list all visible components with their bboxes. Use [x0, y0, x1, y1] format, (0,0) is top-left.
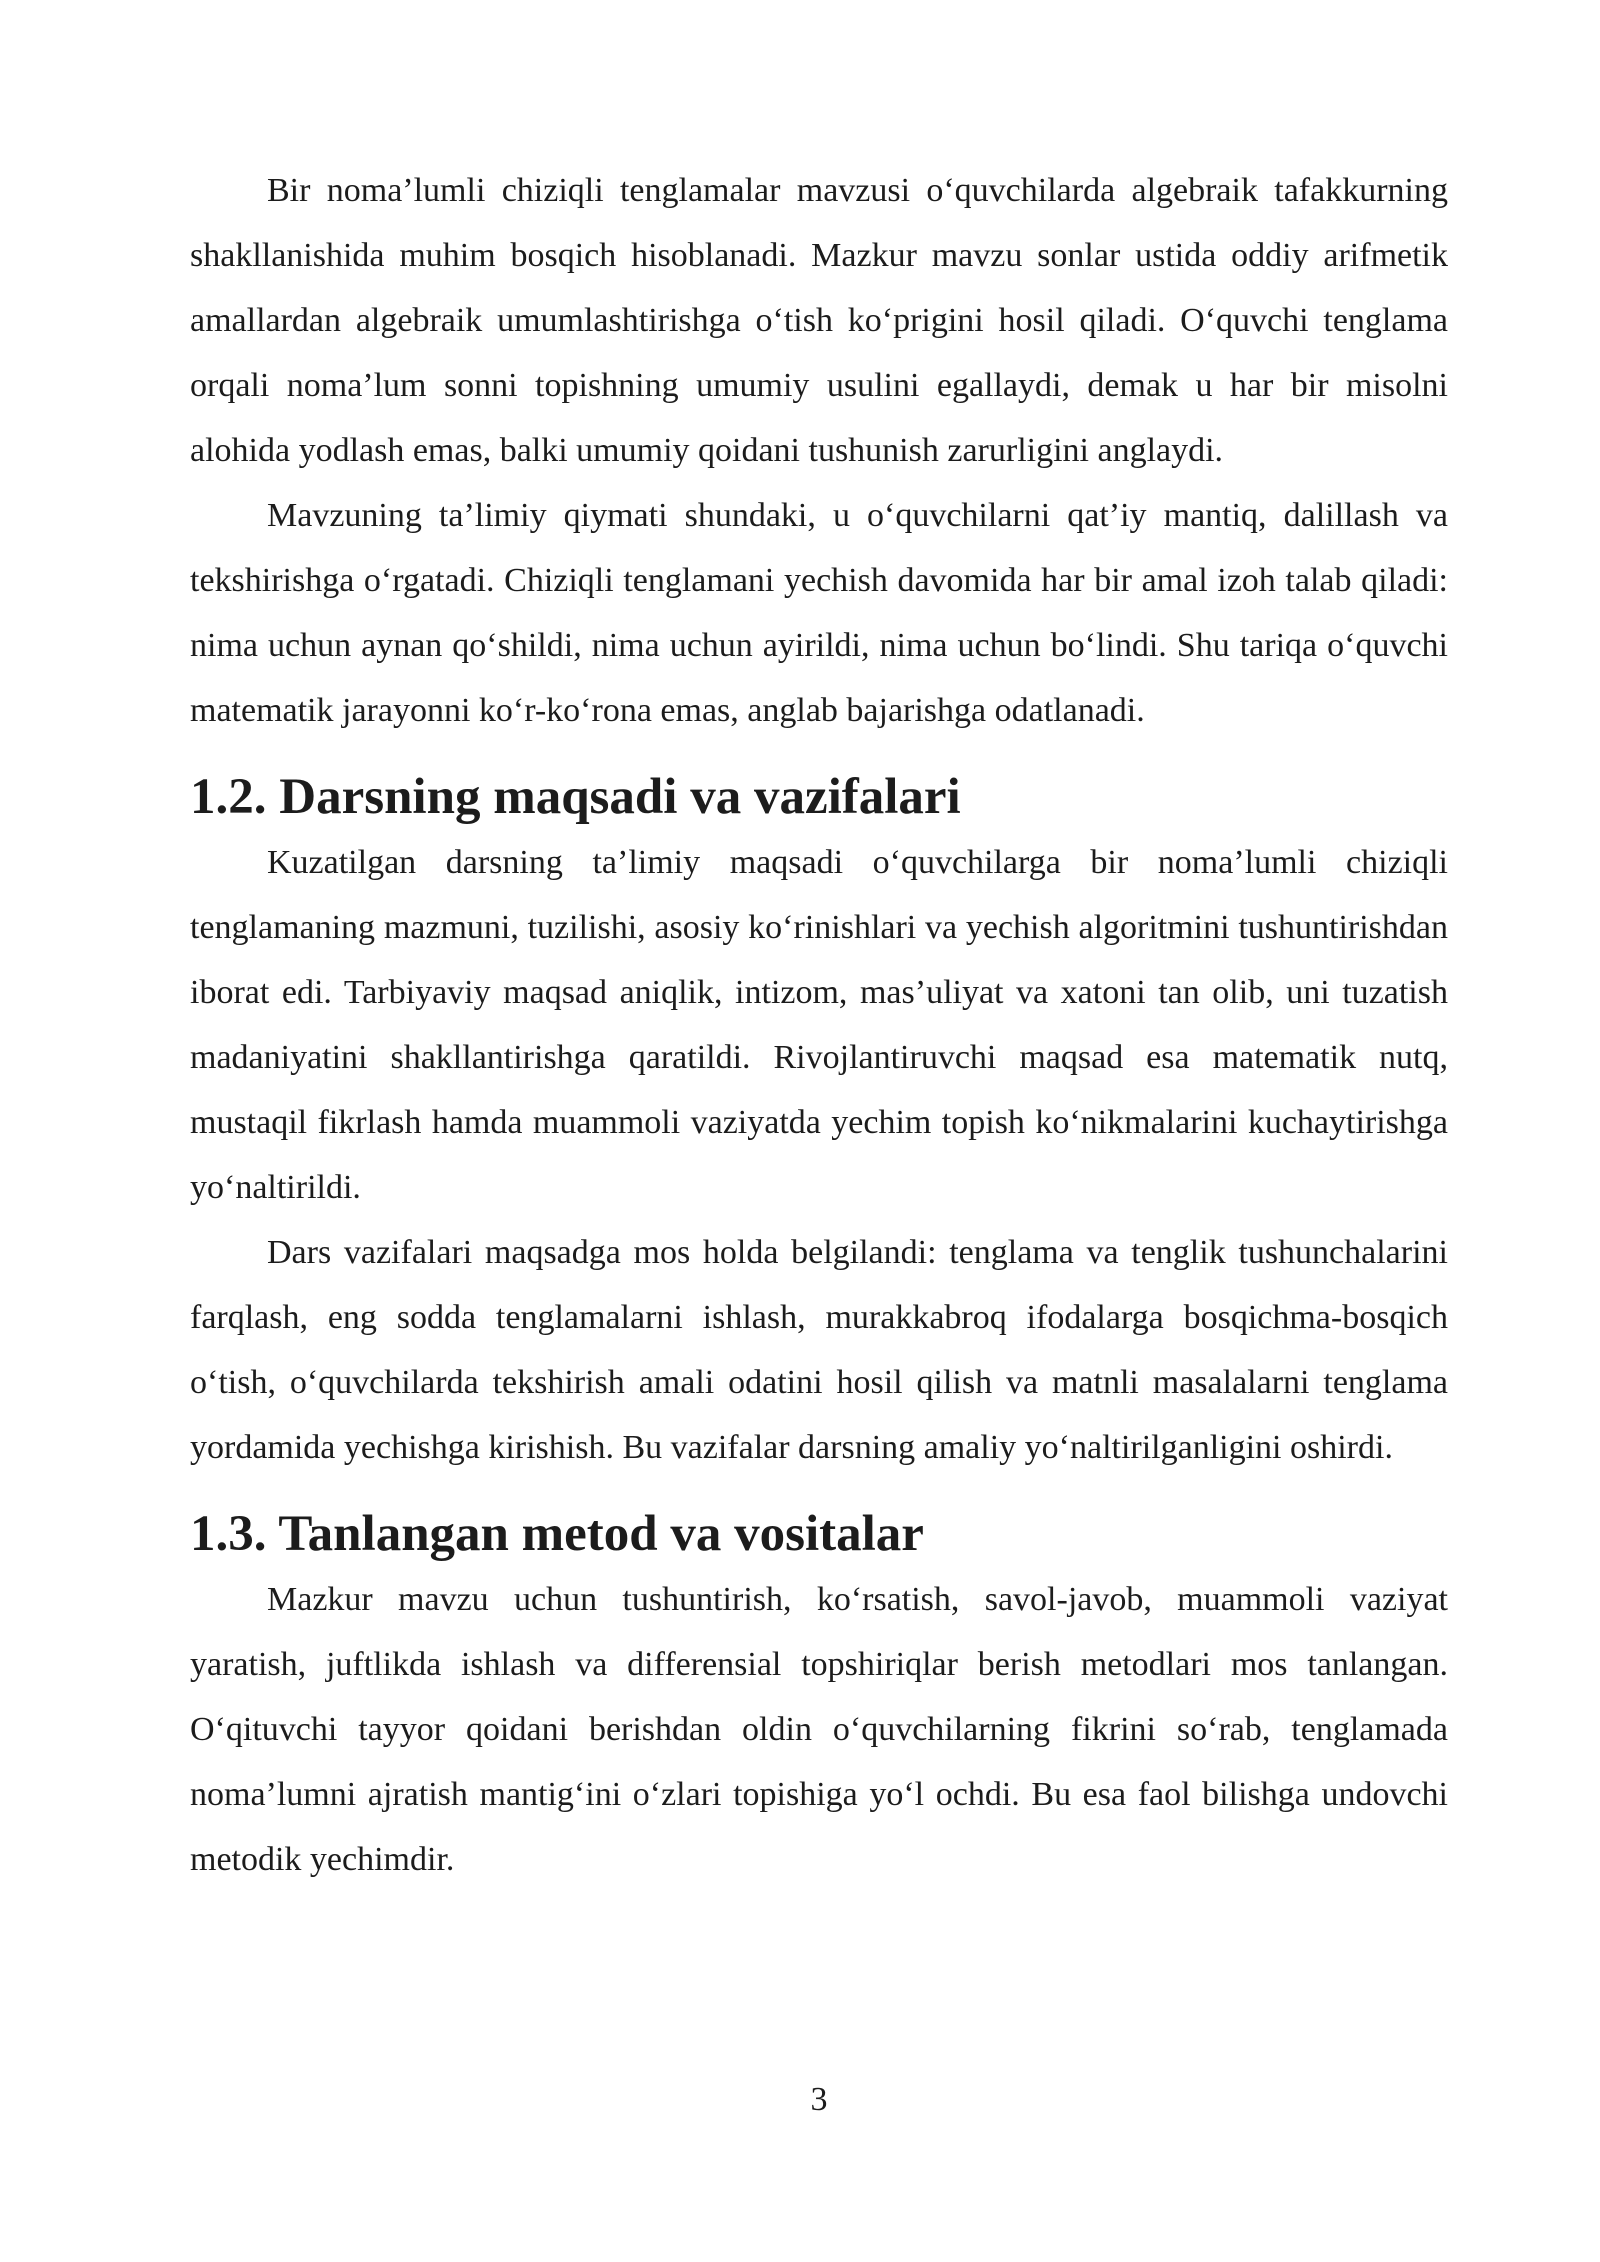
page-number: 3 [810, 2081, 828, 2118]
section-heading-1-2: 1.2. Darsning maqsadi va vazifalari [190, 769, 961, 825]
paragraph-intro-2: Mavzuning ta’limiy qiymati shundaki, u o‘quvchilarni qat’iy mantiq, dalillash va tekshirishga o‘rgatadi. Chiziqli tenglamani yechish davomida har bir amal izoh talab qiladi: nima uchun aynan qo‘shildi, nima uchun ayirildi, nima uchun bo‘lindi. Shu tariqa o‘quvchi matematik jarayonni ko‘r-ko‘rona emas, anglab bajarishga odatlanadi. [190, 497, 1448, 729]
paragraph-1-3-a: Mazkur mavzu uchun tushuntirish, ko‘rsatish, savol-javob, muammoli vaziyat yaratish, juftlikda ishlash va differensial topshiriqlar berish metodlari mos tanlangan. O‘qituvchi tayyor qoidani berishdan oldin o‘quvchilarning fikrini so‘rab, tenglamada noma’lumni ajratish mantig‘ini o‘zlari topishiga yo‘l ochdi. Bu esa faol bilishga undovchi metodik yechimdir. [190, 1581, 1448, 1878]
paragraph-1-2-b: Dars vazifalari maqsadga mos holda belgilandi: tenglama va tenglik tushunchalarini farqlash, eng sodda tenglamalarni ishlash, murakkabroq ifodalarga bosqichma-bosqich o‘tish, o‘quvchilarda tekshirish amali odatini hosil qilish va matnli masalalarni tenglama yordamida yechishga kirishish. Bu vazifalar darsning amaliy yo‘naltirilganligini oshirdi. [190, 1234, 1448, 1466]
document-page [190, 158, 1448, 1892]
paragraph-intro-1: Bir noma’lumli chiziqli tenglamalar mavzusi o‘quvchilarda algebraik tafakkurning shakllanishida muhim bosqich hisoblanadi. Mazkur mavzu sonlar ustida oddiy arifmetik amallardan algebraik umumlashtirishga o‘tish ko‘prigini hosil qiladi. O‘quvchi tenglama orqali noma’lum sonni topishning umumiy usulini egallaydi, demak u har bir misolni alohida yodlash emas, balki umumiy qoidani tushunish zarurligini anglaydi. [190, 172, 1448, 469]
section-heading-1-3: 1.3. Tanlangan metod va vositalar [190, 1506, 924, 1562]
paragraph-1-2-a: Kuzatilgan darsning ta’limiy maqsadi o‘quvchilarga bir noma’lumli chiziqli tenglamaning mazmuni, tuzilishi, asosiy ko‘rinishlari va yechish algoritmini tushuntirishdan iborat edi. Tarbiyaviy maqsad aniqlik, intizom, mas’uliyat va xatoni tan olib, uni tuzatish madaniyatini shakllantirishga qaratildi. Rivojlantiruvchi maqsad esa matematik nutq, mustaqil fikrlash hamda muammoli vaziyatda yechim topish ko‘nikmalarini kuchaytirishga yo‘naltirildi. [190, 844, 1448, 1206]
